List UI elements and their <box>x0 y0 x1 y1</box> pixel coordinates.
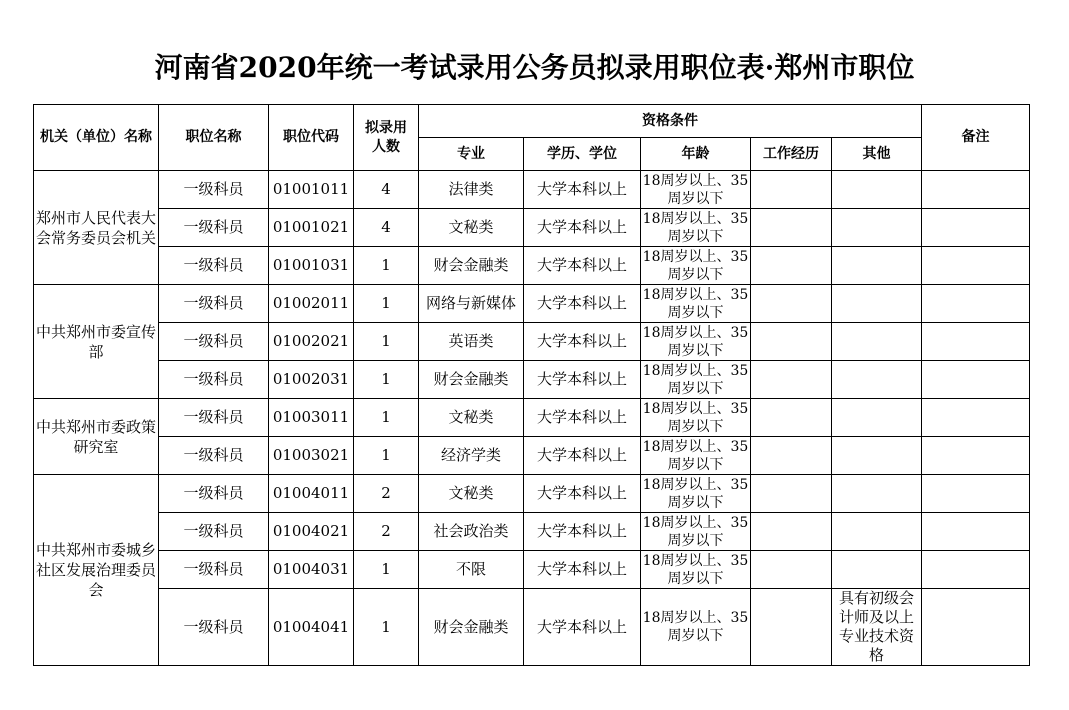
major-cell: 财会金融类 <box>419 361 524 399</box>
education-cell: 大学本科以上 <box>524 475 641 513</box>
other-cell <box>832 285 922 323</box>
remarks-cell <box>922 475 1030 513</box>
age-cell: 18周岁以上、35周岁以下 <box>641 513 751 551</box>
age-cell: 18周岁以上、35周岁以下 <box>641 323 751 361</box>
count-cell: 1 <box>354 589 419 666</box>
other-cell <box>832 437 922 475</box>
code-cell: 01001021 <box>269 209 354 247</box>
education-cell: 大学本科以上 <box>524 247 641 285</box>
position-cell: 一级科员 <box>159 171 269 209</box>
remarks-cell <box>922 513 1030 551</box>
remarks-cell <box>922 437 1030 475</box>
unit-name-cell: 郑州市人民代表大会常务委员会机关 <box>34 171 159 285</box>
age-cell: 18周岁以上、35周岁以下 <box>641 475 751 513</box>
code-cell: 01004031 <box>269 551 354 589</box>
remarks-cell <box>922 551 1030 589</box>
position-cell: 一级科员 <box>159 399 269 437</box>
major-cell: 网络与新媒体 <box>419 285 524 323</box>
count-cell: 1 <box>354 551 419 589</box>
experience-cell <box>751 361 832 399</box>
code-cell: 01001031 <box>269 247 354 285</box>
experience-cell <box>751 247 832 285</box>
age-cell: 18周岁以上、35周岁以下 <box>641 247 751 285</box>
header-major: 专业 <box>419 138 524 171</box>
education-cell: 大学本科以上 <box>524 551 641 589</box>
table-row <box>34 399 1030 437</box>
count-cell: 2 <box>354 513 419 551</box>
unit-name-cell: 中共郑州市委政策研究室 <box>34 399 159 475</box>
education-cell: 大学本科以上 <box>524 589 641 666</box>
education-cell: 大学本科以上 <box>524 399 641 437</box>
age-cell: 18周岁以上、35周岁以下 <box>641 589 751 666</box>
major-cell: 财会金融类 <box>419 589 524 666</box>
experience-cell <box>751 437 832 475</box>
major-cell: 法律类 <box>419 171 524 209</box>
age-cell: 18周岁以上、35周岁以下 <box>641 437 751 475</box>
experience-cell <box>751 589 832 666</box>
code-cell: 01003011 <box>269 399 354 437</box>
major-cell: 社会政治类 <box>419 513 524 551</box>
position-cell: 一级科员 <box>159 285 269 323</box>
code-cell: 01004021 <box>269 513 354 551</box>
unit-name-cell: 中共郑州市委城乡社区发展治理委员会 <box>34 475 159 666</box>
remarks-cell <box>922 247 1030 285</box>
header-position: 职位名称 <box>159 105 269 171</box>
header-count: 拟录用人数 <box>354 105 419 171</box>
education-cell: 大学本科以上 <box>524 323 641 361</box>
count-cell: 1 <box>354 247 419 285</box>
position-cell: 一级科员 <box>159 551 269 589</box>
header-education: 学历、学位 <box>524 138 641 171</box>
count-cell: 2 <box>354 475 419 513</box>
age-cell: 18周岁以上、35周岁以下 <box>641 171 751 209</box>
age-cell: 18周岁以上、35周岁以下 <box>641 209 751 247</box>
code-cell: 01002031 <box>269 361 354 399</box>
major-cell: 英语类 <box>419 323 524 361</box>
code-cell: 01004041 <box>269 589 354 666</box>
count-cell: 1 <box>354 437 419 475</box>
table-row <box>34 209 1030 247</box>
major-cell: 文秘类 <box>419 399 524 437</box>
table-row <box>34 171 1030 209</box>
table-row <box>34 323 1030 361</box>
count-cell: 4 <box>354 209 419 247</box>
header-unit: 机关（单位）名称 <box>34 105 159 171</box>
position-cell: 一级科员 <box>159 209 269 247</box>
other-cell <box>832 399 922 437</box>
header-remarks: 备注 <box>922 105 1030 171</box>
table-row <box>34 589 1030 666</box>
table-row <box>34 475 1030 513</box>
education-cell: 大学本科以上 <box>524 209 641 247</box>
remarks-cell <box>922 323 1030 361</box>
count-cell: 1 <box>354 399 419 437</box>
header-other: 其他 <box>832 138 922 171</box>
other-cell <box>832 513 922 551</box>
other-cell <box>832 551 922 589</box>
remarks-cell <box>922 171 1030 209</box>
major-cell: 经济学类 <box>419 437 524 475</box>
other-cell <box>832 475 922 513</box>
other-cell <box>832 361 922 399</box>
other-cell <box>832 209 922 247</box>
experience-cell <box>751 209 832 247</box>
header-experience: 工作经历 <box>751 138 832 171</box>
code-cell: 01002011 <box>269 285 354 323</box>
table-row <box>34 247 1030 285</box>
age-cell: 18周岁以上、35周岁以下 <box>641 361 751 399</box>
experience-cell <box>751 513 832 551</box>
table-body <box>34 171 1030 666</box>
table-row <box>34 437 1030 475</box>
header-qualifications: 资格条件 <box>419 105 922 138</box>
remarks-cell <box>922 209 1030 247</box>
table-row <box>34 551 1030 589</box>
education-cell: 大学本科以上 <box>524 171 641 209</box>
positions-table <box>33 104 1030 666</box>
education-cell: 大学本科以上 <box>524 285 641 323</box>
major-cell: 不限 <box>419 551 524 589</box>
position-cell: 一级科员 <box>159 589 269 666</box>
position-cell: 一级科员 <box>159 247 269 285</box>
age-cell: 18周岁以上、35周岁以下 <box>641 285 751 323</box>
position-cell: 一级科员 <box>159 513 269 551</box>
age-cell: 18周岁以上、35周岁以下 <box>641 399 751 437</box>
count-cell: 1 <box>354 361 419 399</box>
code-cell: 01003021 <box>269 437 354 475</box>
position-cell: 一级科员 <box>159 437 269 475</box>
experience-cell <box>751 171 832 209</box>
code-cell: 01001011 <box>269 171 354 209</box>
other-cell <box>832 323 922 361</box>
unit-name-cell: 中共郑州市委宣传部 <box>34 285 159 399</box>
position-cell: 一级科员 <box>159 475 269 513</box>
other-cell: 具有初级会计师及以上专业技术资格 <box>832 589 922 666</box>
table-row <box>34 285 1030 323</box>
experience-cell <box>751 551 832 589</box>
experience-cell <box>751 285 832 323</box>
header-code: 职位代码 <box>269 105 354 171</box>
remarks-cell <box>922 361 1030 399</box>
count-cell: 1 <box>354 323 419 361</box>
remarks-cell <box>922 285 1030 323</box>
major-cell: 文秘类 <box>419 209 524 247</box>
experience-cell <box>751 399 832 437</box>
experience-cell <box>751 475 832 513</box>
experience-cell <box>751 323 832 361</box>
remarks-cell <box>922 399 1030 437</box>
age-cell: 18周岁以上、35周岁以下 <box>641 551 751 589</box>
code-cell: 01002021 <box>269 323 354 361</box>
position-cell: 一级科员 <box>159 361 269 399</box>
education-cell: 大学本科以上 <box>524 513 641 551</box>
table-row <box>34 513 1030 551</box>
header-age: 年龄 <box>641 138 751 171</box>
major-cell: 财会金融类 <box>419 247 524 285</box>
remarks-cell <box>922 589 1030 666</box>
code-cell: 01004011 <box>269 475 354 513</box>
education-cell: 大学本科以上 <box>524 361 641 399</box>
count-cell: 1 <box>354 285 419 323</box>
other-cell <box>832 247 922 285</box>
education-cell: 大学本科以上 <box>524 437 641 475</box>
major-cell: 文秘类 <box>419 475 524 513</box>
position-cell: 一级科员 <box>159 323 269 361</box>
count-cell: 4 <box>354 171 419 209</box>
other-cell <box>832 171 922 209</box>
table-row <box>34 361 1030 399</box>
page-title: 河南省2020年统一考试录用公务员拟录用职位表·郑州市职位 <box>154 51 915 84</box>
